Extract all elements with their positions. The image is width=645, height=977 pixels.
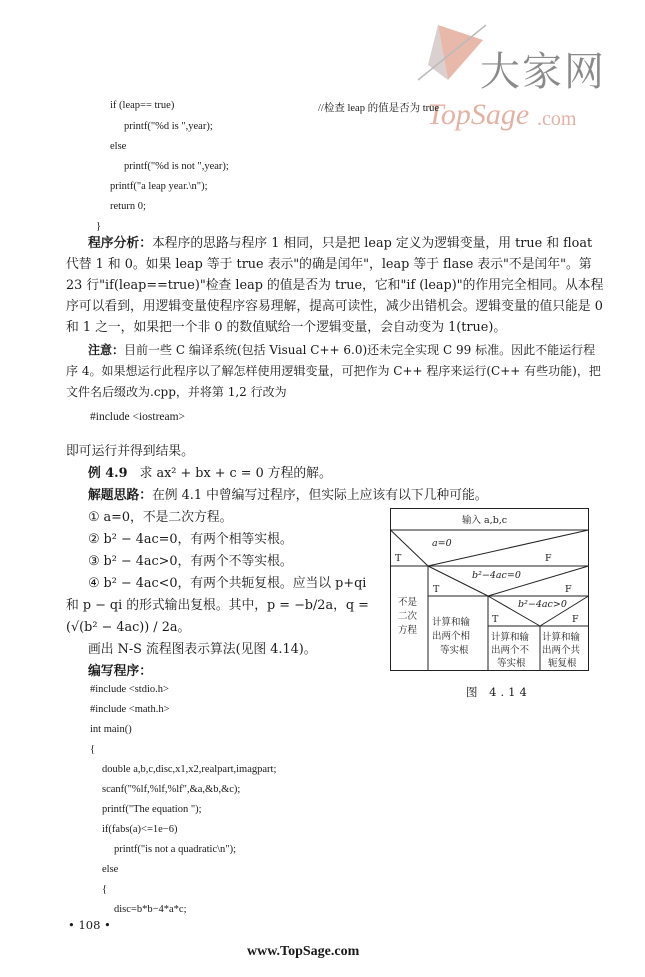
code-line: return 0; [110,201,146,212]
flowchart-box2-line: 等实根 [440,645,469,656]
code-line: printf("%d is not ",year); [124,161,229,172]
note-text: 目前一些 C 编译系统(包括 Visual C++ 6.0)还未完全实现 C 99 标准。因此不能运行程序 4。如果想运行此程序以了解怎样使用逻辑变量，可把作为 C++ 程序来运行(C++ 有些功能)，把文件名后缀改为.cpp，并将第 1,2 行改为 [66,343,601,399]
approach-line [88,484,488,503]
code-line: else [110,141,127,152]
flowchart-t1: T [395,553,402,564]
flowchart-t2: T [433,584,440,595]
flowchart-cond1: a=0 [432,538,452,549]
flowchart-box1-line: 二次 [398,611,418,622]
flowchart-f1: F [545,553,552,564]
example-label: 例 4.9 [88,466,128,481]
code-line: { [102,884,108,895]
include-iostream: #include <iostream> [90,411,186,423]
analysis-text: 本程序的思路与程序 1 相同，只是把 leap 定义为逻辑变量，用 true 和 float 代替 1 和 0。如果 leap 等于 true 表示"的确是闰年"，leap 等于 flase 表示"不是闰年"。第 23 行"if(leap==true)"检查 leap 的值是否为 true，它和"if (leap)"的作用完全相同。从本程序可以看到，用逻辑变量使程序容易理解，提高可读性，减少出错机会。逻辑变量的值只能是 0 和 1 之一，如果把一个非 0 的数值赋给一个逻辑变量，会自动变为 1(true)。 [66,236,604,335]
code-line: if (leap== true) [110,100,175,111]
case-item: ① a=0，不是二次方程。 [88,510,233,525]
code-line: int main() [90,724,132,735]
approach-text: 在例 4.1 中曾编写过程序，但实际上应该有以下几种可能。 [151,488,488,503]
flowchart-box3-line: 计算和输 [491,632,530,643]
code-line: } [96,221,102,232]
code-line: printf("%d is ",year); [124,121,213,132]
code-line: else [102,864,119,875]
write-program-label: 编写程序： [88,664,152,679]
flowchart-cond2: b²−4ac=0 [472,570,521,581]
case-item: ④ b² − 4ac<0，有两个共轭复根。应当以 p+qi [88,576,367,591]
code-line: double a,b,c,disc,x1,x2,realpart,imagpart; [102,764,277,775]
code-line: printf("The equation "); [102,804,202,815]
flowchart-box2-line: 计算和输 [432,617,471,628]
example-heading [88,462,332,481]
footer-url: www.TopSage.com [247,944,360,959]
flowchart-box1-line: 方程 [398,625,418,636]
page-number: • 108 • [68,918,111,932]
complex-line: 和 p − qi 的形式输出复根。其中，p = −b/2a，q = [66,598,369,613]
code-line: disc=b*b−4*a*c; [114,904,187,915]
ns-intro: 画出 N-S 流程图表示算法(见图 4.14)。 [88,642,317,657]
ns-flowchart [390,508,590,673]
flowchart-box4-line: 出两个共 [542,645,581,656]
flowchart-f3: F [572,614,579,625]
flowchart-box2-line: 出两个相 [432,631,471,642]
flowchart-cond3: b²−4ac>0 [518,599,567,610]
watermark-shape-icon [398,20,488,90]
case-item: ② b² − 4ac=0，有两个相等实根。 [88,532,293,547]
code-comment: //检查 leap 的值是否为 true [318,103,440,114]
code-line: #include <stdio.h> [90,684,169,695]
example-text: 求 ax² + bx + c = 0 方程的解。 [139,466,332,481]
code-line: if(fabs(a)<=1e−6) [102,824,178,835]
flowchart-box3-line: 出两个不 [491,645,530,656]
note-label: 注意： [88,343,125,357]
flowchart-box4-line: 计算和输 [542,632,581,643]
watermark-cn: 大家网 [480,49,606,95]
approach-label: 解题思路： [88,488,152,503]
code-line: { [90,744,96,755]
watermark-en: TopSage [427,98,530,131]
case-item: ③ b² − 4ac>0，有两个不等实根。 [88,554,293,569]
flowchart-t3: T [492,614,499,625]
complex-line-2: (√(b² − 4ac)) / 2a。 [66,620,191,635]
flowchart-box3-line: 等实根 [497,658,526,669]
code-line: #include <math.h> [90,704,170,715]
flowchart-box1-line: 不是 [398,597,418,608]
watermark-com: .com [537,108,577,130]
flowchart-input: 输入 a,b,c [462,515,508,526]
code-line: printf("is not a quadratic\n"); [114,844,236,855]
flowchart-f2: F [565,584,572,595]
code-line: scanf("%lf,%lf,%lf",&a,&b,&c); [102,784,241,795]
run-result: 即可运行并得到结果。 [66,444,194,459]
note-paragraph [66,340,604,403]
analysis-label: 程序分析： [88,236,152,251]
code-line: printf("a leap year.\n"); [110,181,208,192]
flowchart-caption: 图 4.14 [466,685,531,699]
flowchart-box4-line: 轭复根 [548,658,577,669]
analysis-paragraph [66,233,604,338]
